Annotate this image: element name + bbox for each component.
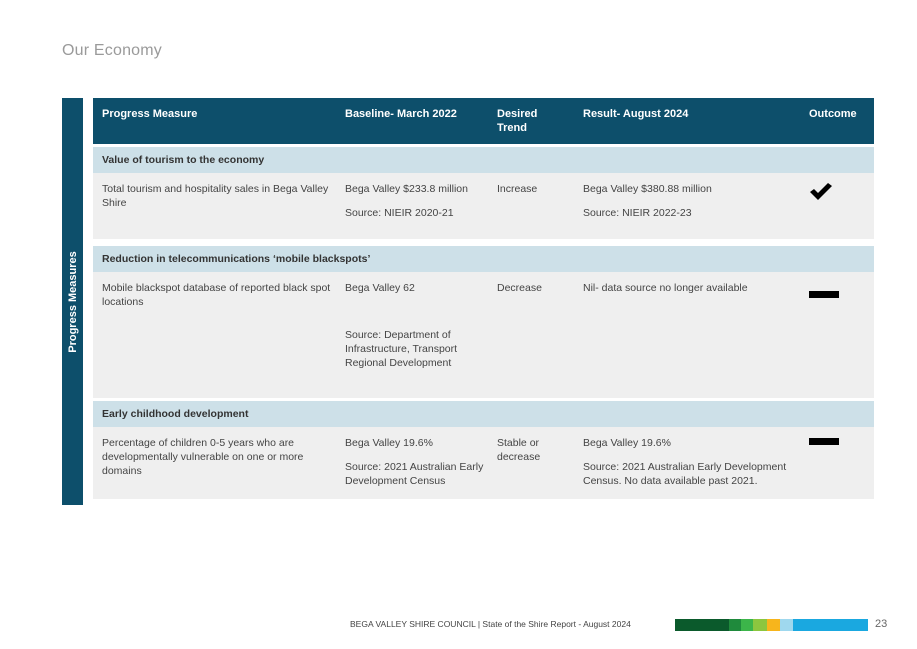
header-measure: Progress Measure — [102, 108, 198, 120]
table-header — [93, 98, 874, 144]
progress-table — [93, 98, 874, 499]
dash-icon — [809, 438, 839, 445]
dash-icon — [809, 291, 839, 298]
footer-bar-segment — [741, 619, 753, 631]
footer-bar-segment — [780, 619, 793, 631]
result-cell — [583, 436, 803, 488]
trend-cell: Stable or decrease — [497, 437, 541, 463]
footer-bar-segment — [793, 619, 868, 631]
section-header: Reduction in telecommunications ‘mobile blackspots’ — [93, 246, 874, 272]
footer-bar-segment — [767, 619, 780, 631]
result-source: Source: NIEIR 2022-23 — [583, 207, 692, 219]
baseline-value: Bega Valley $233.8 million — [345, 183, 468, 195]
baseline-source: Source: 2021 Australian Early Development Census — [345, 461, 484, 487]
result-cell — [583, 182, 803, 220]
baseline-cell — [345, 281, 485, 370]
result-value: Bega Valley $380.88 million — [583, 183, 712, 195]
baseline-value: Bega Valley 62 — [345, 282, 415, 294]
header-baseline: Baseline- March 2022 — [345, 108, 457, 120]
baseline-cell — [345, 182, 485, 220]
baseline-value: Bega Valley 19.6% — [345, 437, 433, 449]
side-tab — [62, 98, 83, 505]
measure-cell: Percentage of children 0-5 years who are developmentally vulnerable on one or more domains — [102, 437, 304, 477]
side-tab-label: Progress Measures — [66, 250, 79, 353]
baseline-source: Source: NIEIR 2020-21 — [345, 207, 454, 219]
table-row — [93, 427, 874, 499]
footer-text: BEGA VALLEY SHIRE COUNCIL | State of the Shire Report - August 2024 — [350, 619, 631, 629]
table-row — [93, 173, 874, 239]
footer-bar-segment — [675, 619, 729, 631]
section-header: Early childhood development — [93, 401, 874, 427]
page-number: 23 — [875, 618, 888, 630]
header-result: Result- August 2024 — [583, 108, 689, 120]
result-cell — [583, 281, 803, 295]
result-value: Bega Valley 19.6% — [583, 437, 671, 449]
table-row — [93, 272, 874, 398]
footer-bar-segment — [753, 619, 767, 631]
header-trend: Desired Trend — [497, 108, 538, 134]
baseline-cell — [345, 436, 485, 488]
header-outcome: Outcome — [809, 108, 857, 120]
page-title: Our Economy — [62, 42, 163, 59]
result-value: Nil- data source no longer available — [583, 282, 748, 294]
result-source: Source: 2021 Australian Early Development Census. No data available past 2021. — [583, 461, 787, 487]
measure-cell: Total tourism and hospitality sales in Bega Valley Shire — [102, 183, 329, 209]
baseline-source: Source: Department of Infrastructure, Transport Regional Development — [345, 329, 458, 369]
trend-cell: Increase — [497, 183, 538, 195]
trend-cell: Decrease — [497, 282, 542, 294]
footer-color-bar — [675, 619, 868, 631]
section-header: Value of tourism to the economy — [93, 147, 874, 173]
tick-icon — [809, 183, 833, 201]
measure-cell: Mobile blackspot database of reported black spot locations — [102, 282, 331, 308]
footer-bar-segment — [729, 619, 741, 631]
